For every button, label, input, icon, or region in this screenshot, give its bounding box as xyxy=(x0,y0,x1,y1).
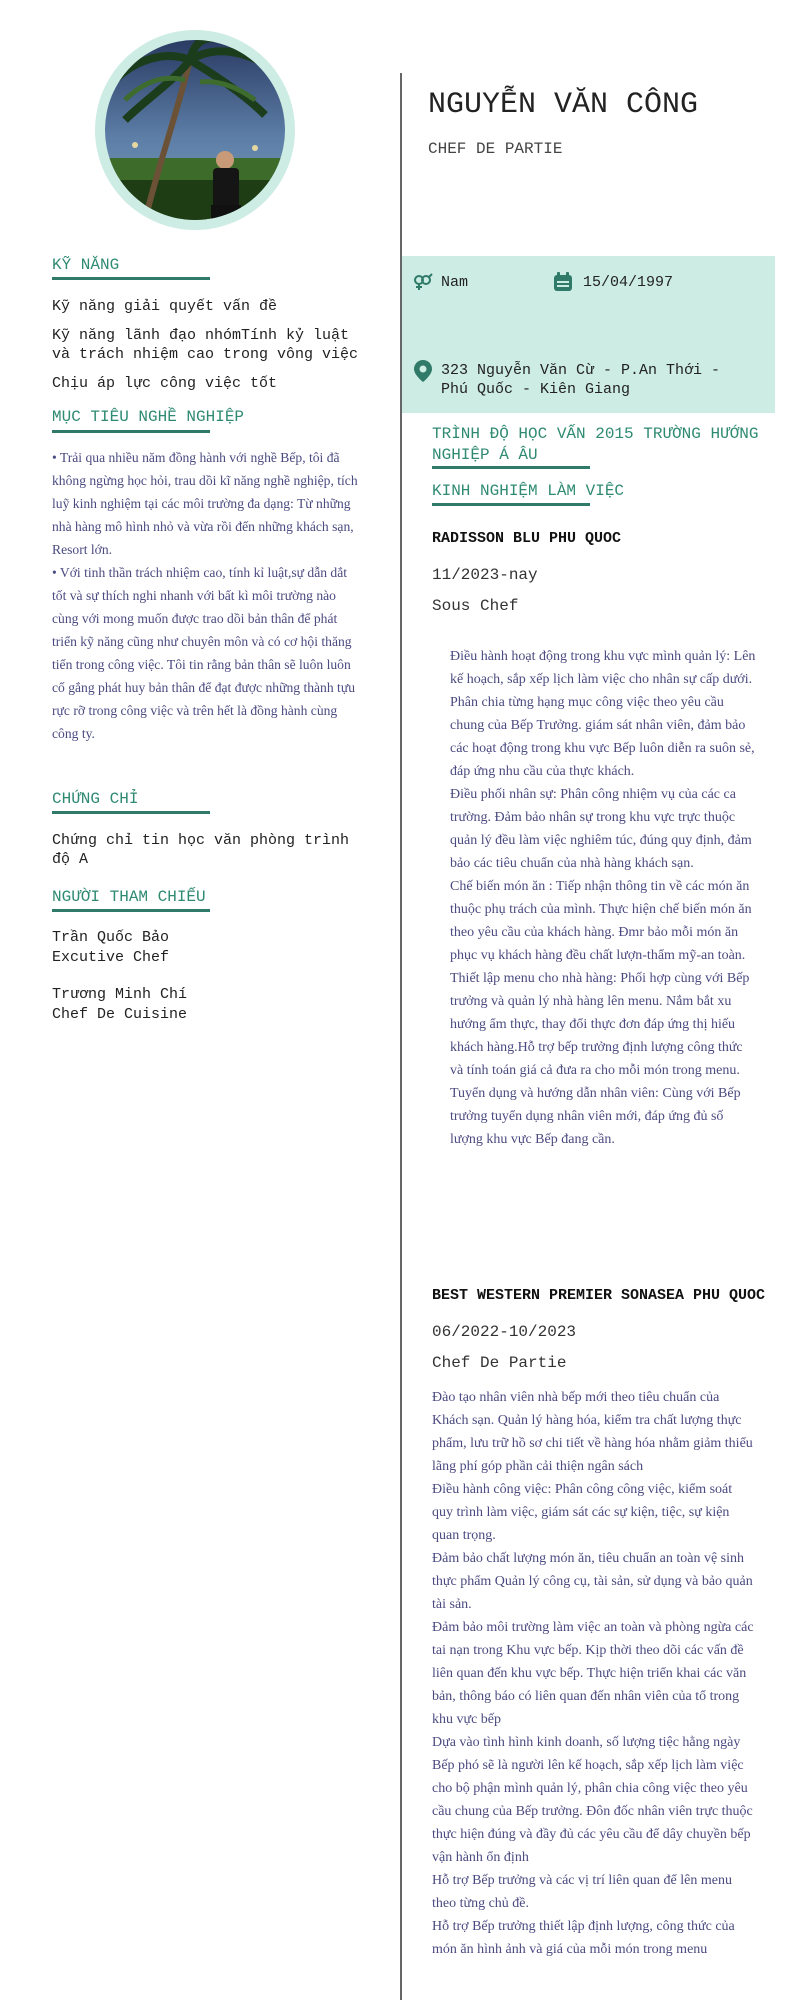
reference-name: Trần Quốc Bảo xyxy=(52,929,170,946)
job-description-paragraph: Điều hành hoạt động trong khu vực mình quản lý: Lên kế hoạch, sắp xếp lịch làm việc cho nhân sự cấp dưới. Phân chia từng hạng mục công việc theo yêu cầu chung của Bếp Trưởng. giám sát nhân viên, đảm bảo các hoạt động trong khu vực Bếp luôn diễn ra suôn sẻ, đáp ứng nhu cầu của thực khách. xyxy=(450,649,756,779)
experience-title: KINH NGHIỆM LÀM VIỆC xyxy=(432,482,625,500)
skill-item: Kỹ năng giải quyết vấn đề xyxy=(52,298,278,315)
skills-title: KỸ NĂNG xyxy=(52,256,120,274)
job-description-paragraph: Điều hành công việc: Phân công công việc, kiểm soát quy trình làm việc, giám sát các sự kiện, tiệc, sự kiện quan trọng. xyxy=(432,1482,733,1543)
skills-underline xyxy=(52,277,210,280)
dob-value: 15/04/1997 xyxy=(583,274,674,291)
job-position: Chef De Partie xyxy=(432,1354,567,1372)
reference-name: Trương Minh Chí xyxy=(52,986,188,1003)
job-description-paragraph: Tuyển dụng và hướng dẫn nhân viên: Cùng với Bếp trưởng tuyển dụng nhân viên mới, đáp ứng đủ số lượng khu vực Bếp đang cần. xyxy=(450,1086,741,1147)
job-description-paragraph: Đảm bảo môi trường làm việc an toàn và phòng ngừa các tai nạn trong Khu vực bếp. Kịp thời theo dõi các vấn đề liên quan đến khu vực bếp. Thực hiện triển khai các văn bản, thông báo có liên quan đến nhân viên của tổ trong khu vực bếp xyxy=(432,1620,754,1727)
gender-icon xyxy=(413,272,433,292)
education-underline xyxy=(432,466,590,469)
job-description xyxy=(450,645,758,1151)
job-description-paragraph: Hỗ trợ Bếp trưởng và các vị trí liên quan để lên menu theo từng chủ đề. xyxy=(432,1873,732,1911)
objective-title: MỤC TIÊU NGHỀ NGHIỆP xyxy=(52,408,245,426)
location-icon xyxy=(414,360,432,382)
job-company: RADISSON BLU PHU QUOC xyxy=(432,530,622,547)
avatar-photo xyxy=(105,40,285,220)
experience-underline xyxy=(432,503,590,506)
objective-text xyxy=(52,446,362,745)
address-value: 323 Nguyễn Văn Cừ - P.An Thới - Phú Quốc - Kiên Giang xyxy=(441,362,721,398)
job-description-paragraph: Đào tạo nhân viên nhà bếp mới theo tiêu chuẩn của Khách sạn. Quản lý hàng hóa, kiểm tra chất lượng thực phẩm, lưu trữ hồ sơ chi tiết về hàng hóa nhằm giảm thiểu lãng phí góp phần cải thiện ngân sách xyxy=(432,1390,753,1474)
job-description-paragraph: Thiết lập menu cho nhà hàng: Phối hợp cùng với Bếp trưởng và quản lý nhà hàng lên menu. Nắm bắt xu hướng ẩm thực, thay đổi thực đơn đáp ứng thị hiếu khách hàng.Hỗ trợ bếp trưởng định lượng công thức và tính toán giá cả đưa ra cho mỗi món trong menu. xyxy=(450,971,750,1078)
candidate-role: CHEF DE PARTIE xyxy=(428,140,563,158)
reference-role: Chef De Cuisine xyxy=(52,1006,188,1023)
certificate-item: Chứng chỉ tin học văn phòng trình độ A xyxy=(52,832,350,868)
references-title: NGƯỜI THAM CHIẾU xyxy=(52,888,206,906)
objective-underline xyxy=(52,430,210,433)
job-description-paragraph: Chế biến món ăn : Tiếp nhận thông tin về các món ăn thuộc phụ trách của mình. Thực hiện chế biến món ăn theo yêu cầu của khách hàng. Đmr bảo mỗi món ăn phục vụ khách hàng đều chất lượn-thẩm mỹ-an toàn. xyxy=(450,879,752,963)
job-period: 11/2023-nay xyxy=(432,566,538,584)
job-description-paragraph: Đảm bảo chất lượng món ăn, tiêu chuẩn an toàn vệ sinh thực phẩm Quản lý công cụ, tài sản, sử dụng và bảo quản tài sản. xyxy=(432,1551,753,1612)
job-description-paragraph: Hỗ trợ Bếp trưởng thiết lập định lượng, công thức của món ăn hình ảnh và giá của mỗi món trong menu xyxy=(432,1919,735,1957)
avatar-ring xyxy=(95,30,295,230)
gender-value: Nam xyxy=(441,274,469,291)
reference-role: Excutive Chef xyxy=(52,949,170,966)
certificates-underline xyxy=(52,811,210,814)
reference-item xyxy=(52,928,169,968)
job-description-paragraph: Dựa vào tình hình kinh doanh, số lượng tiệc hằng ngày Bếp phó sẽ là người lên kế hoạch, sắp xếp lịch làm việc cho bộ phận mình quản lý, phân chia công việc theo yêu cầu chung của Bếp trưởng. Đôn đốc nhân viên trực thuộc thực hiện đúng và đầy đủ các yêu cầu để dây chuyền bếp vận hành ổn định xyxy=(432,1735,753,1865)
personal-info-box xyxy=(402,256,775,413)
job-position: Sous Chef xyxy=(432,597,519,615)
calendar-icon xyxy=(553,272,573,292)
job-description xyxy=(432,1386,756,1961)
education-title: TRÌNH ĐỘ HỌC VẤN 2015 TRƯỜNG HƯỚNG NGHIỆP Á ÂU xyxy=(432,425,759,464)
candidate-name: NGUYỄN VĂN CÔNG xyxy=(428,88,699,122)
objective-paragraph: • Với tinh thần trách nhiệm cao, tính kỉ luật,sự dẫn dắt tốt và sự thích nghi nhanh với bất kì môi trường nào cùng với mong muốn được trao dồi bản thân để phát triển kỹ năng cũng như chuyên môn và có cơ hội thăng tiến trong công việc. Tôi tin rằng bản thân sẽ luôn luôn cố gắng phát huy bản thân để đạt được những thành tựu rực rỡ trong công việc và trên hết là đồng hành cùng công ty. xyxy=(52,565,355,741)
objective-paragraph: • Trải qua nhiều năm đồng hành với nghề Bếp, tôi đã không ngừng học hỏi, trau dồi kĩ năng nghề nghiệp, tích luỹ kinh nghiệm tại các môi trường đa dạng: Từ những nhà hàng mô hình nhỏ và vừa rồi đến những khách sạn, Resort lớn. xyxy=(52,450,358,557)
reference-item xyxy=(52,985,187,1025)
job-period: 06/2022-10/2023 xyxy=(432,1323,577,1341)
certificates-title: CHỨNG CHỈ xyxy=(52,790,139,808)
job-company: BEST WESTERN PREMIER SONASEA PHU QUOC xyxy=(432,1287,766,1304)
job-description-paragraph: Điều phối nhân sự: Phân công nhiệm vụ của các ca trường. Đảm bảo nhân sự trong khu vực trực thuộc quản lý đều làm việc nghiêm túc, đúng quy định, đảm bảo các tiêu chuẩn của nhà hàng khách sạn. xyxy=(450,787,752,871)
avatar xyxy=(105,40,285,220)
skill-item: Chịu áp lực công việc tốt xyxy=(52,375,278,392)
skill-item: Kỹ năng lãnh đạo nhómTính kỷ luật và trách nhiệm cao trong vông việc xyxy=(52,327,359,363)
references-underline xyxy=(52,909,210,912)
